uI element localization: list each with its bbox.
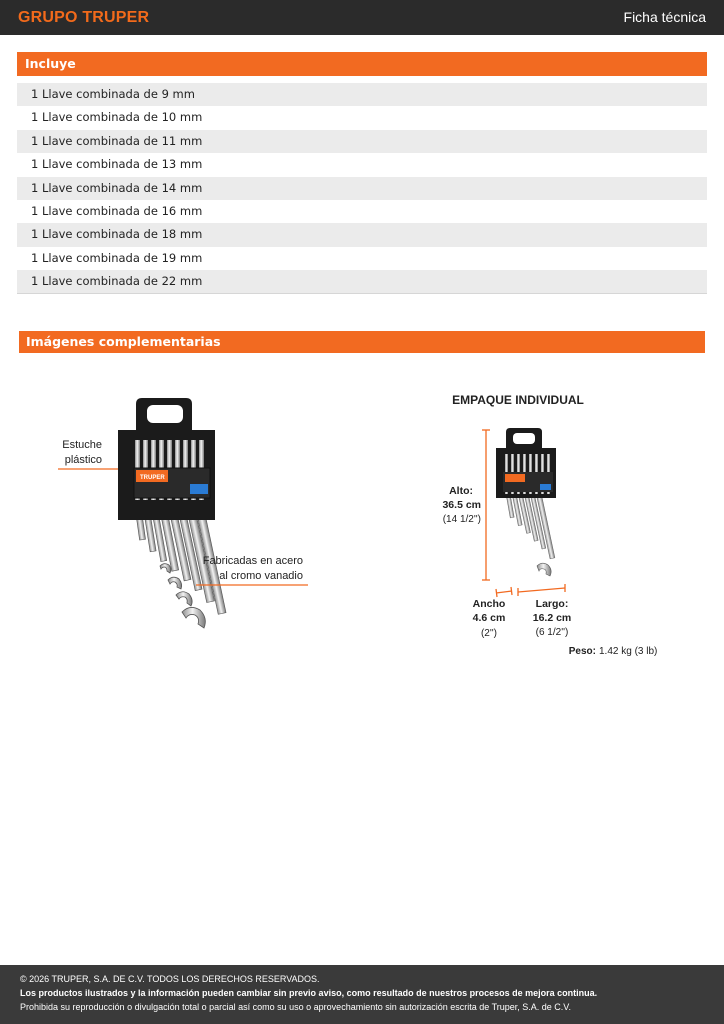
product-photo [58,398,308,628]
complementary-images [0,370,724,660]
document-type-label: Ficha técnica [623,9,706,25]
peso-value: 1.42 kg (3 lb) [599,646,658,657]
footer-notice: Los productos ilustrados y la información pueden cambiar sin previo aviso, como resultado de nuestros procesos de mejora continua. [20,988,598,998]
alto-label: Alto: [449,485,473,497]
packaging-diagram [442,393,657,657]
list-item: 1 Llave combinada de 11 mm [17,130,707,153]
brand-logo: GRUPO TRUPER [18,9,150,26]
list-item: 1 Llave combinada de 19 mm [31,250,203,265]
list-item: 1 Llave combinada de 18 mm [17,223,707,246]
footer-copyright: © 2026 TRUPER, S.A. DE C.V. TODOS LOS DERECHOS RESERVADOS. [20,974,320,984]
card-brand-text: TRUPER [140,475,165,481]
callout-material-line1: Fabricadas en acero [202,555,303,567]
packaging-title: EMPAQUE INDIVIDUAL [452,393,584,407]
ancho-in: (2'') [480,628,498,639]
list-item: 1 Llave combinada de 16 mm [31,203,203,218]
section-header-incluye: Incluye [17,52,707,76]
footer [0,965,724,1024]
largo-label: Largo: [535,598,569,610]
top-header-bar [0,0,724,35]
largo-in: (6 1/2'') [535,627,569,638]
width-dimension-line [496,591,512,593]
footer-prohibition: Prohibida su reproducción o divulgación total o parcial así como su uso o aprovechamiento sin autorización escrita de Truper, S.A. de C.V. [20,1002,571,1012]
callout-case-line1: Estuche [62,439,102,451]
section-header-imagenes: Imágenes complementarias [19,331,705,353]
list-item: 1 Llave combinada de 13 mm [31,157,203,172]
callout-material-line2: al cromo vanadio [219,570,303,582]
included-items-list [17,83,707,294]
ancho-label: Ancho [472,598,506,610]
peso-label: Peso: [568,646,596,657]
alto-cm: 36.5 cm [442,499,481,511]
alto-in: (14 1/2'') [442,514,481,525]
list-item: 1 Llave combinada de 10 mm [31,110,203,125]
list-item: 1 Llave combinada de 22 mm [17,270,707,293]
list-item: 1 Llave combinada de 9 mm [17,83,707,106]
length-dimension-line [518,588,565,592]
largo-cm: 16.2 cm [532,612,572,624]
callout-case-line2: plástico [64,454,102,466]
ancho-cm: 4.6 cm [472,612,506,624]
list-item: 1 Llave combinada de 14 mm [17,177,707,200]
